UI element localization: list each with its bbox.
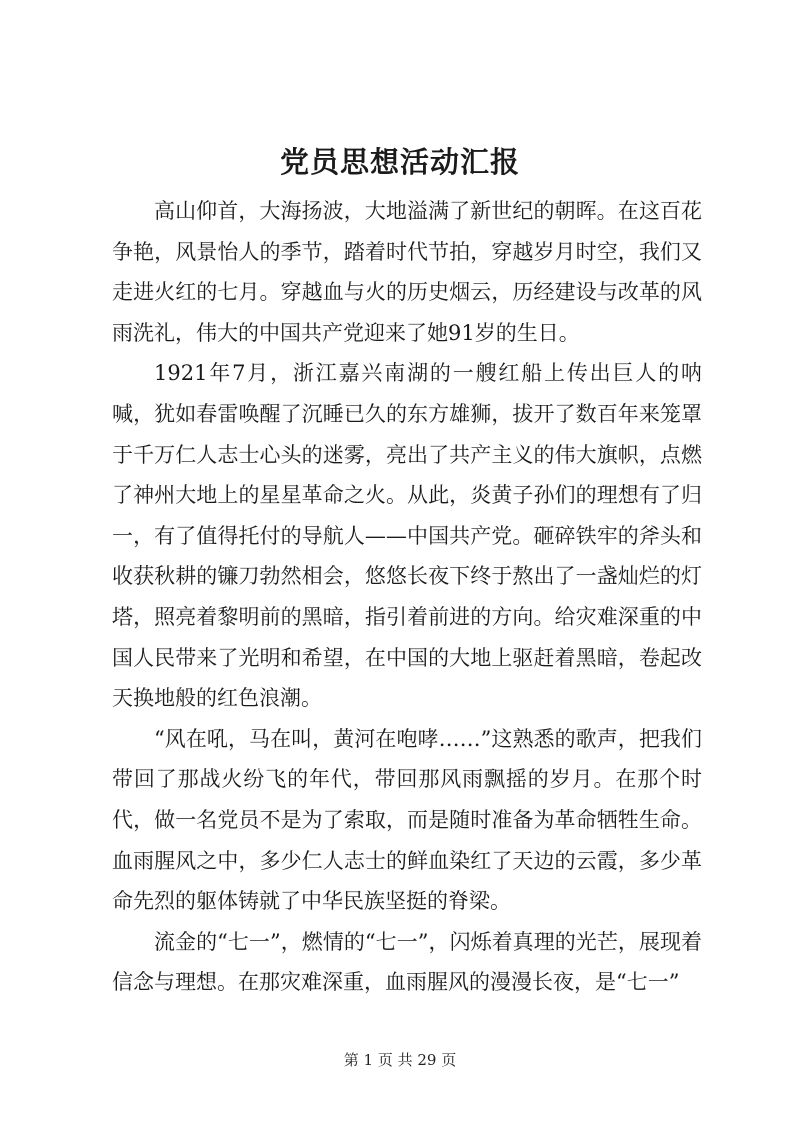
paragraph-2: 1921年7月，浙江嘉兴南湖的一艘红船上传出巨人的呐喊，犹如春雷唤醒了沉睡已久的东方雄狮，拔开了数百年来笼罩于千万仁人志士心头的迷雾，亮出了共产主义的伟大旗帜，点燃了神州大地上的星星革命之火。从此，炎黄子孙们的理想有了归一，有了值得托付的导航人——中国共产党。砸碎铁牢的斧头和收获秋耕的镰刀勃然相会，悠悠长夜下终于熬出了一盏灿烂的灯塔，照亮着黎明前的黑暗，指引着前进的方向。给灾难深重的中国人民带来了光明和希望，在中国的大地上驱赶着黑暗，卷起改天换地般的红色浪潮。 xyxy=(112,361,702,711)
document-body xyxy=(112,191,702,1003)
paragraph-1: 高山仰首，大海扬波，大地溢满了新世纪的朝晖。在这百花争艳，风景怡人的季节，踏着时代节拍，穿越岁月时空，我们又走进火红的七月。穿越血与火的历史烟云，历经建设与改革的风雨洗礼，伟大的中国共产党迎来了她91岁的生日。 xyxy=(112,199,702,345)
paragraph-3: “风在吼，马在叫，黄河在咆哮……”这熟悉的歌声，把我们带回了那战火纷飞的年代，带回那风雨飘摇的岁月。在那个时代，做一名党员不是为了索取，而是随时准备为革命牺牲生命。血雨腥风之中，多少仁人志士的鲜血染红了天边的云霞，多少革命先烈的躯体铸就了中华民族坚挺的脊梁。 xyxy=(112,726,702,914)
paragraph-4: 流金的“七一”，燃情的“七一”，闪烁着真理的光芒，展现着信念与理想。在那灾难深重，血雨腥风的漫漫长夜，是“七一” xyxy=(112,929,702,995)
document-title: 党员思想活动汇报 xyxy=(279,145,520,179)
page-number-footer: 第 1 页 共 29 页 xyxy=(343,1051,457,1069)
